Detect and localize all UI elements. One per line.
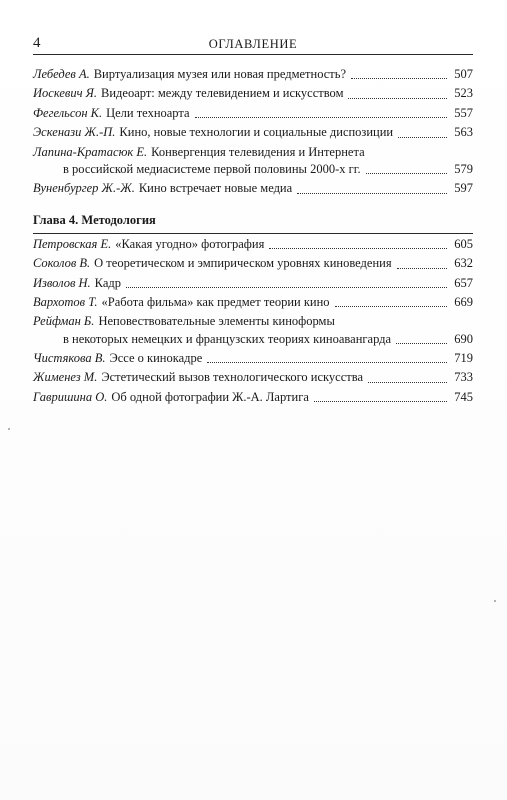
toc-title: Цели техноарта <box>106 105 190 120</box>
toc-entry <box>33 313 473 348</box>
page-header <box>33 34 473 54</box>
dot-leader <box>126 287 447 288</box>
toc-author: Вуненбургер Ж.-Ж. <box>33 181 135 196</box>
toc-title: Виртуализация музея или новая предметность? <box>93 67 347 81</box>
dot-leader <box>195 117 447 118</box>
toc-entry <box>33 350 473 367</box>
dot-leader <box>314 401 447 402</box>
page-number: 4 <box>33 35 41 51</box>
dot-leader <box>366 173 447 174</box>
toc-author: Лебедев А. <box>33 67 90 81</box>
toc-author: Эскенази Ж.-П. <box>33 125 116 140</box>
toc-author: Чистякова В. <box>33 351 106 366</box>
toc-title: «Какая угодно» фотография <box>115 236 265 251</box>
toc-page-number: 719 <box>454 351 473 366</box>
toc-title-continued: в некоторых немецких и французских теориях киноавангарда <box>63 331 392 346</box>
dot-leader <box>351 78 447 79</box>
toc-title: «Работа фильма» как предмет теории кино <box>101 294 330 309</box>
chapter-rule <box>33 233 473 234</box>
chapter-heading: Глава 4. Методология <box>33 212 156 227</box>
toc-author: Изволов Н. <box>33 275 91 290</box>
toc-entry <box>33 124 473 141</box>
toc-entry <box>33 389 473 406</box>
toc-entry <box>33 180 473 197</box>
toc-author: Фегельсон К. <box>33 105 103 120</box>
toc-page-number: 733 <box>454 370 473 385</box>
toc-page-number: 657 <box>454 275 473 290</box>
toc-page-number: 523 <box>454 86 473 101</box>
toc-page-number: 563 <box>454 125 473 140</box>
header-rule <box>33 54 473 55</box>
toc-title: Об одной фотографии Ж.-А. Лартига <box>111 389 309 404</box>
toc-author: Гавришина О. <box>33 389 108 404</box>
toc-entry <box>33 275 473 292</box>
toc-title-continued: в российской медиасистеме первой половины 2000-х гг. <box>63 161 361 176</box>
toc-page-number: 597 <box>454 181 473 196</box>
toc-author: Иоскевич Я. <box>33 86 98 101</box>
toc-title: Эссе о кинокадре <box>109 351 203 366</box>
toc-author: Вархотов Т. <box>33 294 98 309</box>
toc-title: О теоретическом и эмпирическом уровнях киноведения <box>94 256 392 271</box>
toc-entry <box>33 85 473 102</box>
dot-leader <box>297 193 447 194</box>
toc-title: Эстетический вызов технологического искусства <box>101 370 364 385</box>
toc-author: Жименез М. <box>33 370 98 385</box>
toc-title: Неповествовательные элементы киноформы <box>98 314 335 329</box>
dot-leader <box>348 98 447 99</box>
toc-author: Соколов В. <box>33 256 91 271</box>
toc-author: Рейфман Б. <box>33 314 95 329</box>
toc-page-number: 579 <box>454 161 473 176</box>
dot-leader <box>397 268 447 269</box>
dot-leader <box>368 382 447 383</box>
dot-leader <box>335 306 447 307</box>
toc-title: Кино, новые технологии и социальные диспозиции <box>119 125 394 140</box>
toc-author: Лапина-Кратасюк Е. <box>33 144 148 159</box>
dot-leader <box>269 248 447 249</box>
toc-page-number: 557 <box>454 105 473 120</box>
toc-title: Кино встречает новые медиа <box>138 181 293 196</box>
toc-entry <box>33 236 473 253</box>
toc-entry <box>33 105 473 122</box>
toc-page-number: 507 <box>454 67 473 81</box>
toc-entry <box>33 66 473 83</box>
toc-title: Конвергенция телевидения и Интернета <box>151 144 365 159</box>
scan-speck <box>494 600 496 602</box>
toc-page-number: 605 <box>454 236 473 251</box>
toc-page-number: 632 <box>454 256 473 271</box>
running-title: ОГЛАВЛЕНИЕ <box>208 37 298 51</box>
toc-author: Петровская Е. <box>33 236 112 251</box>
scan-speck <box>8 428 10 430</box>
toc-title: Кадр <box>94 275 122 290</box>
toc-page-number: 745 <box>454 389 473 404</box>
dot-leader <box>398 137 447 138</box>
toc-page-number: 690 <box>454 331 473 346</box>
dot-leader <box>207 362 447 363</box>
toc-page-number: 669 <box>454 294 473 309</box>
dot-leader <box>396 343 447 344</box>
toc-entry <box>33 369 473 386</box>
table-of-contents <box>33 66 473 408</box>
toc-entry <box>33 144 473 179</box>
toc-title: Видеоарт: между телевидением и искусством <box>101 86 344 101</box>
toc-entry <box>33 294 473 311</box>
toc-entry <box>33 255 473 272</box>
